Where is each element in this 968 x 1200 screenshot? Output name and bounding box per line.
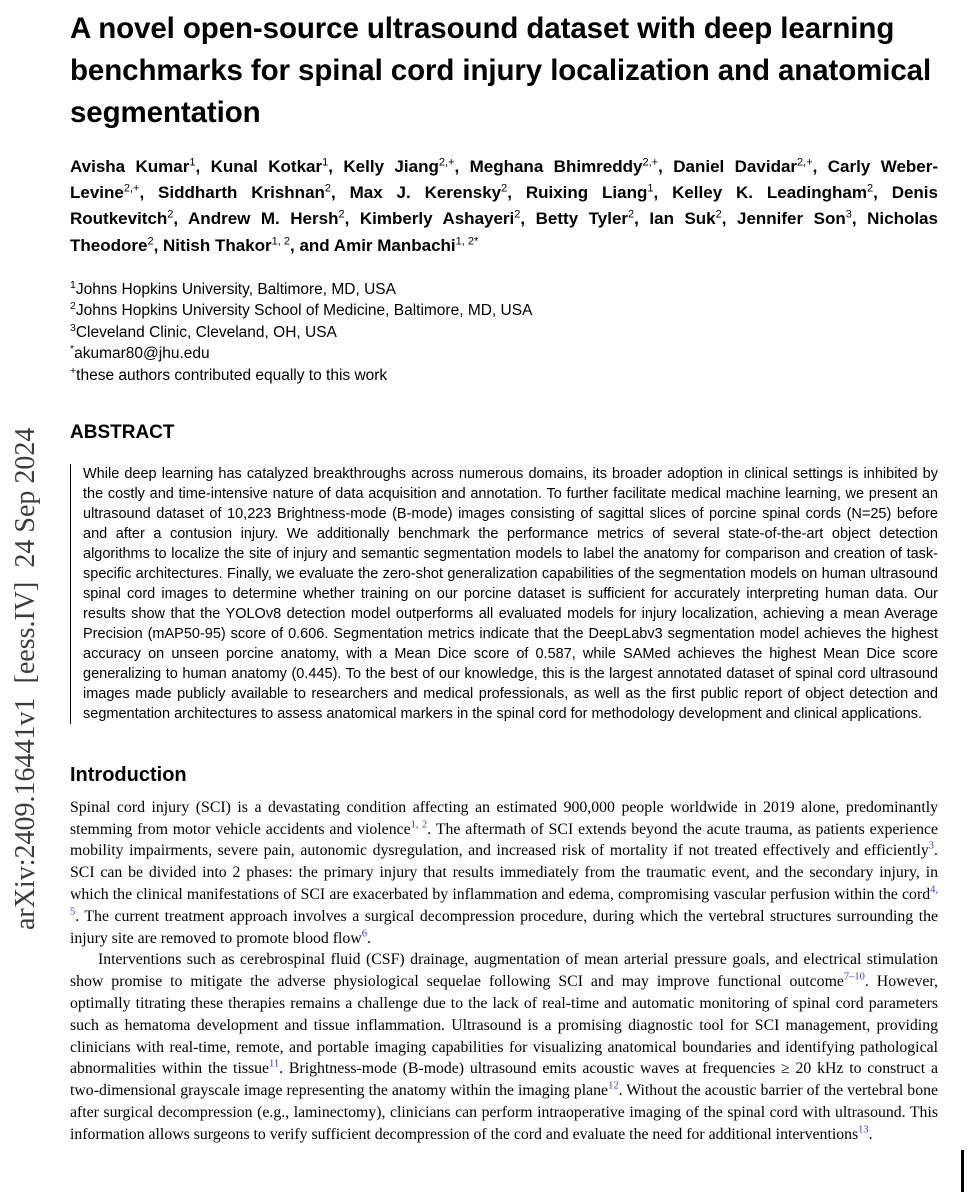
author-affiliation-marker: 1, 2: [271, 235, 291, 247]
author-name: Nicholas Theodore: [70, 209, 938, 255]
abstract-box: [70, 464, 938, 724]
author-name: Andrew M. Hersh: [188, 209, 339, 229]
citation-reference-link[interactable]: 6: [361, 928, 367, 940]
affiliation-line: +these authors contributed equally to this work: [70, 364, 388, 384]
author-name: Kelly Jiang: [343, 156, 439, 176]
author-affiliation-marker: 2: [147, 235, 154, 247]
author-affiliation-marker: 2: [715, 208, 722, 221]
author-name: Meghana Bhimreddy: [469, 156, 643, 176]
author-affiliation-marker: 2: [338, 208, 345, 221]
author-name: Kimberly Ashayeri: [359, 209, 515, 229]
author-affiliation-marker: 2: [514, 208, 521, 221]
author-affiliation-marker: 1: [322, 155, 329, 168]
author-name: Avisha Kumar: [70, 156, 190, 176]
introduction-body: [70, 797, 938, 1146]
author-affiliation-marker: 2: [324, 182, 332, 195]
author-name: Denis Routkevitch: [70, 182, 938, 229]
affiliation-line: *akumar80@jhu.edu: [70, 342, 210, 363]
author-affiliation-marker: 2: [628, 208, 635, 221]
author-name: Jennifer Son: [737, 209, 846, 229]
author-name: Kelley K. Leadingham: [672, 182, 867, 202]
introduction-heading: Introduction: [70, 763, 187, 786]
author-name: Kunal Kotkar: [210, 156, 323, 176]
citation-reference-link[interactable]: 11: [269, 1059, 280, 1071]
abstract-heading: ABSTRACT: [70, 421, 175, 443]
affiliation-list: [70, 279, 938, 386]
author-affiliation-marker: 1: [647, 182, 654, 195]
citation-reference-link[interactable]: 13: [858, 1124, 869, 1136]
affiliation-line: $^3$Cleveland Clinic, Cleveland, OH, USA: [70, 321, 337, 341]
author-affiliation-marker: 2,+: [123, 182, 140, 195]
author-affiliation-marker: 3: [845, 208, 852, 221]
citation-reference-link[interactable]: 4, 5: [70, 884, 938, 918]
paper-title: A novel open-source ultrasound dataset with deep learning benchmarks for spinal cord injury localization and anatomical segmentation: [70, 12, 932, 129]
author-name: Nitish Thakor: [163, 235, 272, 255]
paper-content: [70, 0, 938, 1146]
affiliation-marker: *: [70, 342, 75, 355]
author-name: Ruixing Liang: [525, 182, 648, 202]
author-affiliation-marker: 1: [189, 155, 196, 168]
affiliation-line: $^2$Johns Hopkins University School of Medicine, Baltimore, MD, USA: [70, 300, 533, 320]
citation-reference-link[interactable]: 7–10: [843, 971, 865, 983]
author-affiliation-marker: 2: [167, 208, 174, 221]
arxiv-watermark: arXiv:2409.16441v1 [eess.IV] 24 Sep 2024: [10, 427, 41, 930]
author-affiliation-marker: 2: [501, 182, 508, 195]
introduction-paragraph: Interventions such as cerebrospinal fluid (CSF) drainage, augmentation of mean arterial pressure goals, and electrical stimulation show promise to mitigate the adverse physiological sequelae following SCI and may improve functional outcome$^{7-10}$. However, optimally titrating these therapies remains a challenge due to the lack of real-time and automatic monitoring of spinal cord parameters such as hematoma development and tissue inflammation. Ultrasound is a promising diagnostic tool for SCI management, providing clinicians with real-time, remote, and portable imaging capabilities for visualizing anatomical boundaries and identifying pathological abnormalities within the tissue$^{11}$. Brightness-mode (B-mode) ultrasound emits acoustic waves at frequencies ≥ 20 kHz to construct a two-dimensional grayscale image representing the anatomy within the imaging plane$^{12}$. Without the acoustic barrier of the vertebral bone after surgical decompression (e.g., laminectomy), clinicians can perform intraoperative imaging of the spinal cord with ultrasound. This information allows surgeons to verify sufficient decompression of the cord and evaluate the need for additional interventions$^{13}$.: [70, 951, 939, 1143]
author-name: Amir Manbachi: [333, 235, 456, 255]
affiliation-marker: 2: [70, 300, 76, 313]
author-affiliation-marker: 2,+: [438, 155, 455, 168]
author-affiliation-marker: 2: [866, 182, 874, 195]
citation-reference-link[interactable]: 12: [608, 1080, 619, 1092]
author-affiliation-marker: 2,+: [642, 155, 659, 168]
citation-reference-link[interactable]: 1, 2: [410, 819, 428, 831]
introduction-paragraph: Spinal cord injury (SCI) is a devastating condition affecting an estimated 900,000 people worldwide in 2019 alone, predominantly stemming from motor vehicle accidents and violence$^{1, 2}$. The aftermath of SCI extends beyond the acute trauma, as patients experience mobility impairments, severe pain, autonomic dysregulation, and increased risk of mortality if not treated effectively and efficiently$^3$. SCI can be divided into 2 phases: the primary injury that results immediately from the traumatic event, and the secondary injury, in which the clinical manifestations of SCI are exacerbated by inflammation and edema, compromising vascular perfusion within the cord$^{4, 5}$. The current treatment approach involves a surgical decompression procedure, during which the vertebral structures surrounding the injury site are removed to promote blood flow$^6$.: [70, 798, 939, 947]
citation-reference-link[interactable]: 3: [928, 841, 935, 853]
author-name: Siddharth Krishnan: [158, 182, 325, 202]
author-affiliation-marker: 1, 2*: [455, 235, 479, 247]
author-name: Ian Suk: [649, 209, 716, 229]
affiliation-marker: 1: [70, 278, 76, 291]
author-name: Betty Tyler: [535, 209, 629, 229]
affiliation-marker: 3: [70, 321, 76, 334]
abstract-text: While deep learning has catalyzed breakthroughs across numerous domains, its broader adoption in clinical settings is inhibited by the costly and time-intensive nature of data acquisition and annotation. To further facilitate medical machine learning, we present an ultrasound dataset of 10,223 Brightness-mode (B-mode) images consisting of sagittal slices of porcine spinal cords (N=25) before and after a contusion injury. We additionally benchmark the performance metrics of several state-of-the-art object detection algorithms to localize the site of injury and semantic segmentation models to label the anatomy for comparison and creation of task-specific architectures. Finally, we evaluate the zero-shot generalization capabilities of the segmentation models on human ultrasound spinal cord images to determine whether training on our porcine dataset is sufficient for accurately interpreting human data. Our results show that the YOLOv8 detection model outperforms all evaluated models for injury localization, achieving a mean Average Precision (mAP50-95) score of 0.606. Segmentation metrics indicate that the DeepLabv3 segmentation model achieves the highest accuracy on unseen porcine anatomy, with a Mean Dice score of 0.587, while SAMed achieves the highest Mean Dice score generalizing to human anatomy (0.445). To the best of our knowledge, this is the largest annotated dataset of spinal cord ultrasound images made publicly available to researchers and medical professionals, as well as the first public report of object detection and segmentation architectures to assess anatomical markers in the spinal cord for methodology development and clinical applications.: [83, 465, 938, 722]
author-affiliation-marker: 2,+: [797, 155, 813, 168]
overfull-margin-rule: [961, 1150, 964, 1192]
author-name: Max J. Kerensky: [349, 182, 502, 202]
affiliation-line: $^1$Johns Hopkins University, Baltimore, MD, USA: [70, 278, 396, 298]
author-name: Carly Weber-Levine: [70, 156, 939, 202]
affiliation-marker: +: [70, 364, 77, 377]
author-list: Avisha Kumar$^1$, Kunal Kotkar$^1$, Kelly Jiang$^{2,+}$, Meghana Bhimreddy$^{2,+}$, Daniel Davidar$^{2,+}$, Carly Weber-Levine$^{2,+}$, Siddharth Krishnan$^2$, Max J. Kerensky$^2$, Ruixing Liang$^1$, Kelley K. Leadingham$^2$, Denis Routkevitch$^2$, Andrew M. Hersh$^2$, Kimberly Ashayeri$^2$, Betty Tyler$^2$, Ian Suk$^2$, Jennifer Son$^3$, Nicholas Theodore$^2$, Nitish Thakor$^{1, 2}$, and Amir Manbachi$^{1, 2*}$: [70, 155, 939, 255]
author-name: Daniel Davidar: [673, 156, 798, 176]
